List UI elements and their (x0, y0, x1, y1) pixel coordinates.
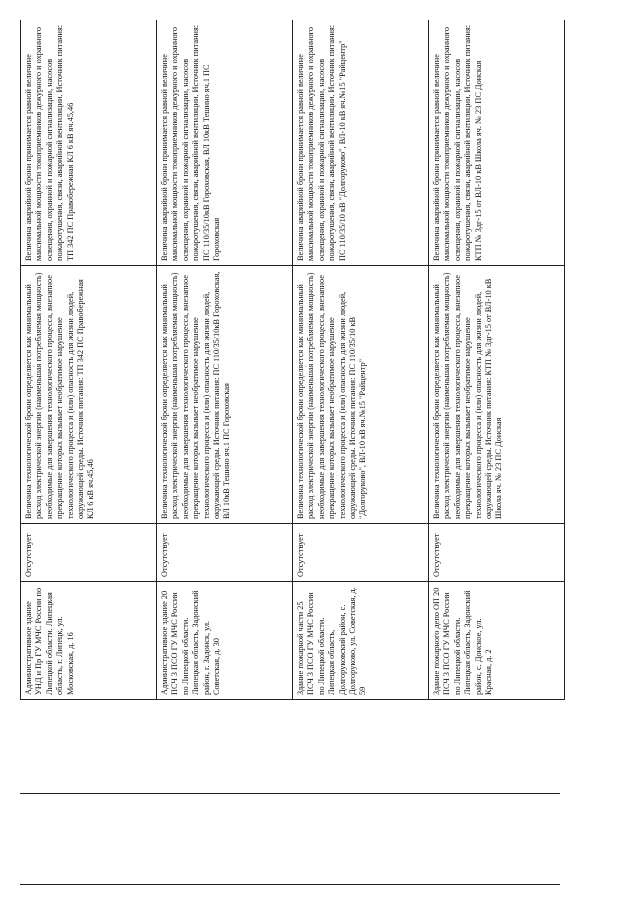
divider-line (20, 793, 560, 794)
status-cell: Отсутствует (429, 524, 565, 582)
tech-reserve-cell: Величина технологической брони определяется как минимальный расход электрической энергии (наименьшая потребляемая мощность) необходимые для завершения технологического процесса, внезапное прекращение которых вызывает необратимое нарушение технологического процесса и (или) опасность для жизни людей, окружающей среды. Источник питания: ПС 110/35/10кВ Гороховская, ВЛ 10кВ Тешино яч.1 ПС Гороховская (157, 266, 293, 524)
status-cell: Отсутствует (157, 524, 293, 582)
table-row (293, 20, 429, 700)
divider-line (20, 884, 560, 885)
emergency-reserve-cell: Величина аварийной брони принимается равной величине максимальной мощности токоприемников дежурного и охранного освещения, охранной и пожарной сигнализации, насосов пожаротушения, связи, аварийной вентиляции. Источник питания: ТП 342 ПС Правобережная КЛ 6 кВ яч.45,46 (21, 20, 157, 266)
status-cell: Отсутствует (293, 524, 429, 582)
object-cell: Административное здание 20 ПСЧ 3 ПСО ГУ МЧС России по Липецкой области. Липецкая область, Задонский район, г. Задонск, ул. Советская, д. 30 (157, 582, 293, 700)
reservation-table (20, 20, 565, 700)
tech-reserve-cell: Величина технологической брони определяется как минимальный расход электрической энергии (наименьшая потребляемая мощность) необходимые для завершения технологического процесса, внезапное прекращение которых вызывает необратимое нарушение технологического процесса и (или) опасность для жизни людей, окружающей среды. Источник питания: КТП № 3дг-15 от ВЛ-10 кВ Школа яч. № 23 ПС Донская (429, 266, 565, 524)
status-cell: Отсутствует (21, 524, 157, 582)
object-cell: Здание пожарной части 25 ПСЧ 3 ПСО ГУ МЧС России по Липецкой области. Липецкая область, Долгоруковский район, с. Долгоруково, ул. Советская, д. 59 (293, 582, 429, 700)
table-row (157, 20, 293, 700)
emergency-reserve-cell: Величина аварийной брони принимается равной величине максимальной мощности токоприемников дежурного и охранного освещения, охранной и пожарной сигнализации, насосов пожаротушения, связи, аварийной вентиляции. Источник питания: КТП № 3дг-15 от ВЛ-10 кВ Школа яч. № 23 ПС Донская (429, 20, 565, 266)
table-row (21, 20, 157, 700)
table-row (429, 20, 565, 700)
tech-reserve-cell: Величина технологической брони определяется как минимальный расход электрической энергии (наименьшая потребляемая мощность) необходимые для завершения технологического процесса, внезапное прекращение которых вызывает необратимое нарушение технологического процесса и (или) опасность для жизни людей, окружающей среды. Источник питания: ТП 342 ПС Правобережная КЛ 6 кВ яч.45,46 (21, 266, 157, 524)
emergency-reserve-cell: Величина аварийной брони принимается равной величине максимальной мощности токоприемников дежурного и охранного освещения, охранной и пожарной сигнализации, насосов пожаротушения, связи, аварийной вентиляции. Источник питания: ПС 110/35/10 кВ "Долгоруково", ВЛ-10 кВ яч.№15 "Райцентр" (293, 20, 429, 266)
object-cell: Здание пожарного депо ОП 20 ПСЧ 3 ПСО ГУ МЧС России по Липецкой области. Липецкая область, Задонский район, с. Донское, ул. Красная, д. 2 (429, 582, 565, 700)
tech-reserve-cell: Величина технологической брони определяется как минимальный расход электрической энергии (наименьшая потребляемая мощность) необходимые для завершения технологического процесса, внезапное прекращение которых вызывает необратимое нарушение технологического процесса и (или) опасность для жизни людей, окружающей среды. Источник питания: ПС 110/35/10 кВ "Долгоруково", ВЛ-10 кВ яч.№15 "Райцентр" (293, 266, 429, 524)
emergency-reserve-cell: Величина аварийной брони принимается равной величине максимальной мощности токоприемников дежурного и охранного освещения, охранной и пожарной сигнализации, насосов пожаротушения, связи, аварийной вентиляции. Источник питания: ПС 110/35/10кВ Гороховская, ВЛ 10кВ Тешино яч.1 ПС Гороховская (157, 20, 293, 266)
rotated-table-wrapper (20, 20, 565, 700)
object-cell: Административное здание УНД и Пр ГУ МЧС России по Липецкой области. Липецкая область, г. Липецк, ул. Московская, д. 16 (21, 582, 157, 700)
